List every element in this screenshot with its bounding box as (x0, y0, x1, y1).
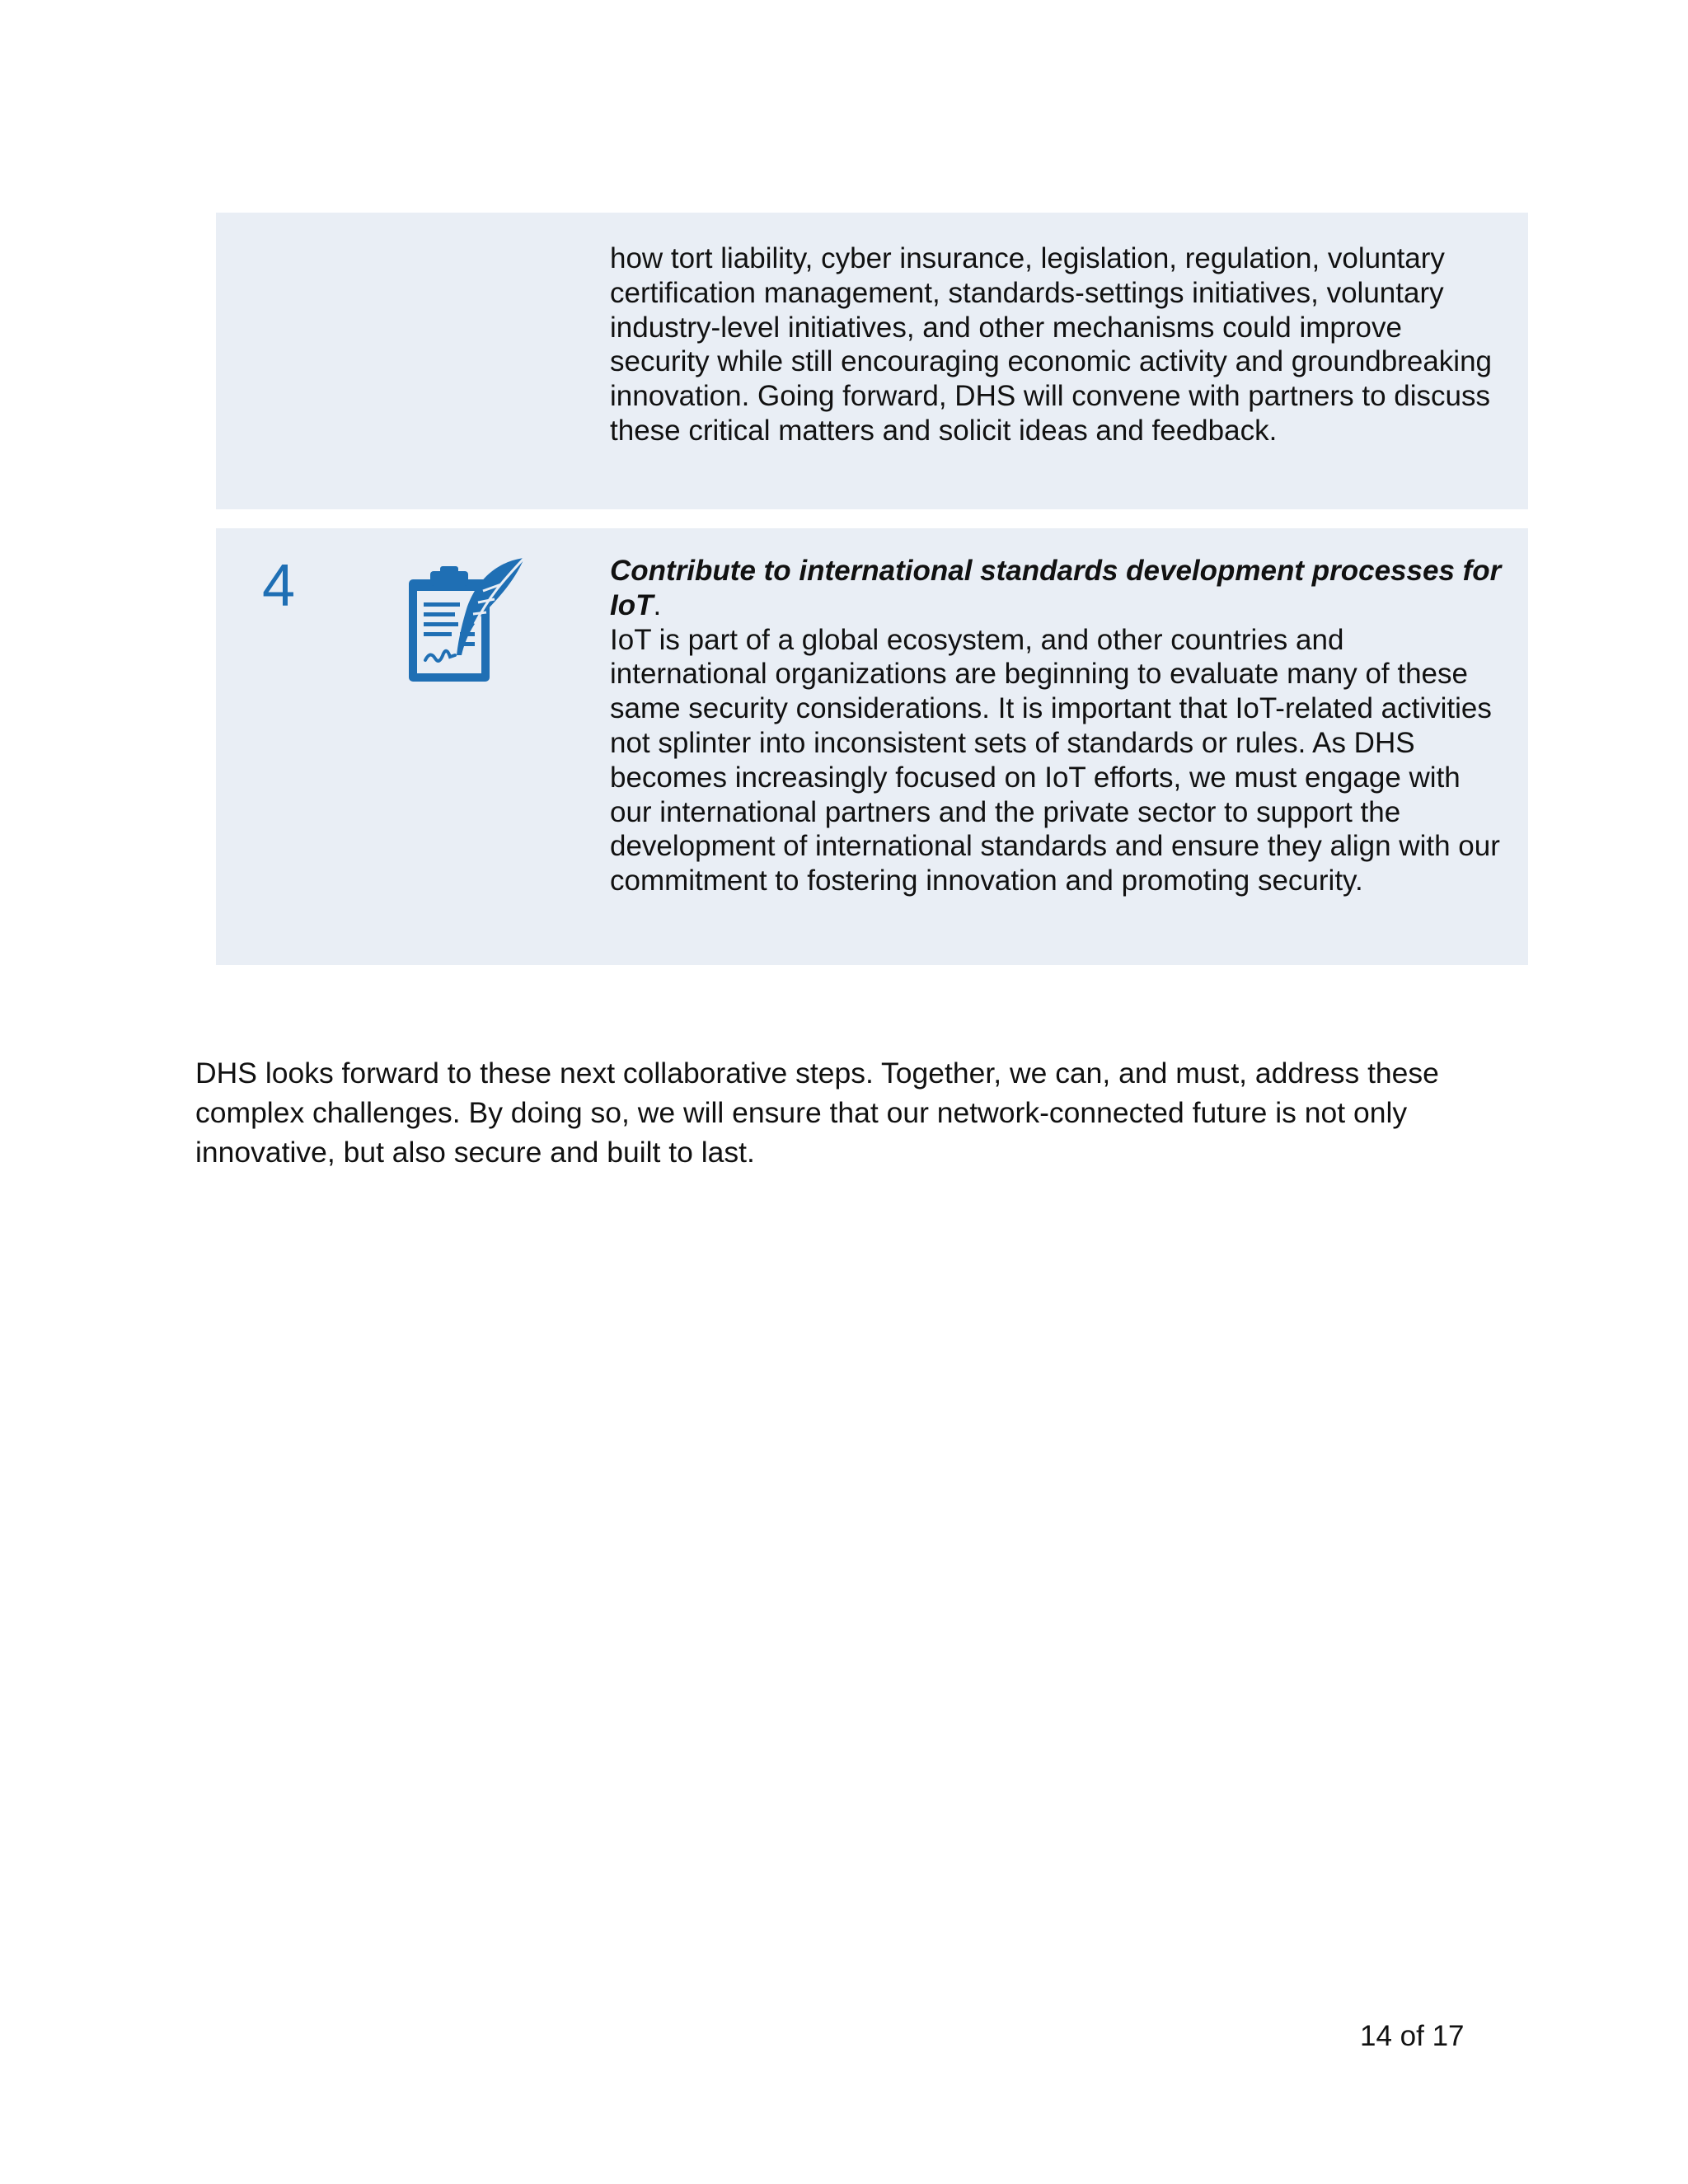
closing-paragraph: DHS looks forward to these next collaborative steps. Together, we can, and must, address these complex challenges. By doing so, we will ensure that our network-connected future is not only innovative, but also secure and built to last. (195, 1057, 1439, 1169)
panel-paragraph: how tort liability, cyber insurance, legislation, regulation, voluntary certification management, standards-settings initiatives, voluntary industry-level initiatives, and other mechanisms could improve security while still encouraging economic activity and groundbreaking innovation. Going forward, DHS will convene with partners to discuss these critical matters and solicit ideas and feedback. (610, 242, 1493, 447)
panel-heading-period: . (653, 588, 662, 621)
panel-heading-text: Contribute to international standards development processes for IoT (610, 555, 1502, 621)
panel-body-text (610, 241, 1508, 448)
page-number: 14 of 17 (1360, 2020, 1465, 2052)
panel-heading (610, 554, 1508, 623)
clipboard-quill-icon (401, 555, 532, 687)
recommendation-panel-continued (216, 213, 1528, 509)
recommendation-panel-4 (216, 528, 1528, 965)
step-number: 4 (262, 553, 296, 619)
panel-paragraph: IoT is part of a global ecosystem, and other countries and international organizations are beginning to evaluate many of these same security considerations. It is important that IoT-related activities not splinter into inconsistent sets of standards or rules. As DHS becomes increasingly focused on IoT efforts, we must engage with our international partners and the private sector to support the development of international standards and ensure they align with our commitment to fostering innovation and promoting security. (610, 623, 1500, 898)
panel-body-text (610, 554, 1508, 898)
